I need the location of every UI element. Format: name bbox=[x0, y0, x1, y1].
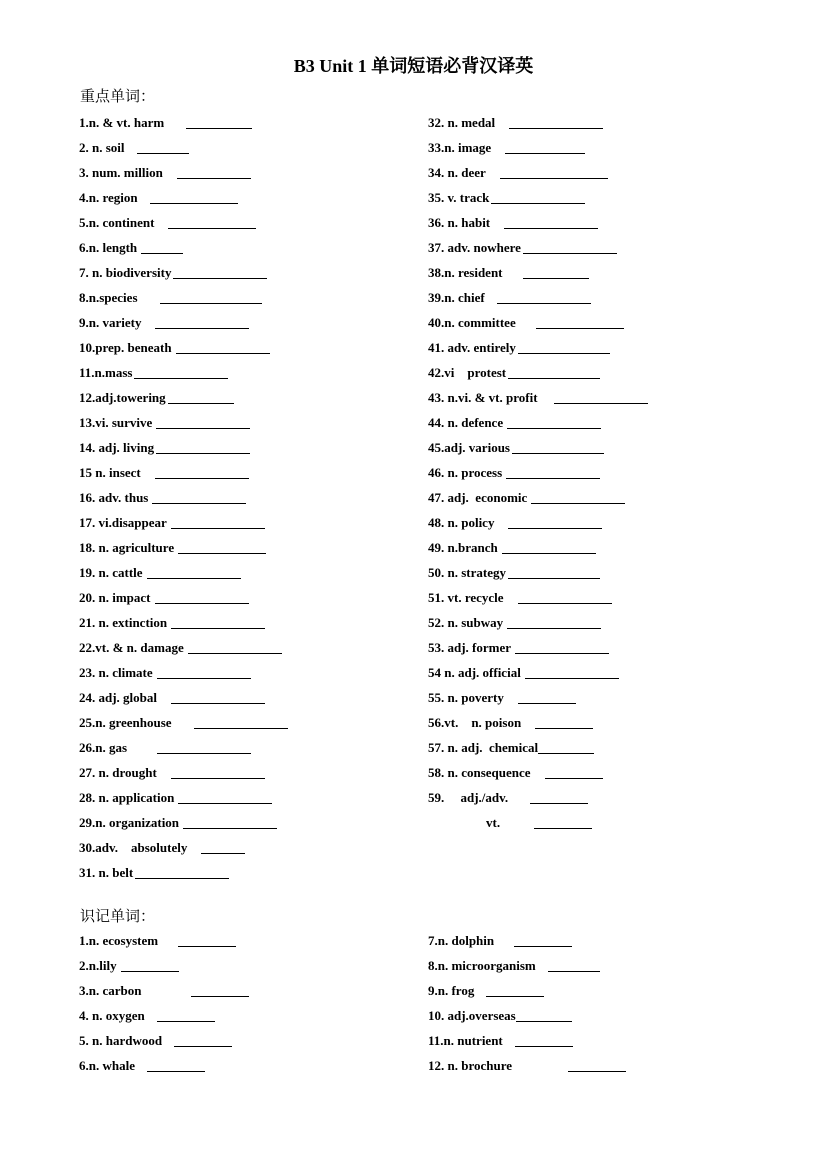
vocab-item: 30.adv. absolutely bbox=[79, 835, 288, 860]
vocab-item: 1.n. & vt. harm bbox=[79, 110, 288, 135]
answer-blank[interactable] bbox=[135, 877, 229, 879]
vocab-item: 55. n. poverty bbox=[428, 685, 648, 710]
answer-blank[interactable] bbox=[512, 452, 604, 454]
vocab-item: 25.n. greenhouse bbox=[79, 710, 288, 735]
answer-blank[interactable] bbox=[194, 727, 288, 729]
answer-blank[interactable] bbox=[147, 1070, 205, 1072]
answer-blank[interactable] bbox=[554, 402, 648, 404]
vocab-item: 18. n. agriculture bbox=[79, 535, 288, 560]
answer-blank[interactable] bbox=[516, 1020, 572, 1022]
vocab-item: 56.vt. n. poison bbox=[428, 710, 648, 735]
answer-blank[interactable] bbox=[509, 127, 603, 129]
answer-blank[interactable] bbox=[157, 677, 251, 679]
answer-blank[interactable] bbox=[507, 427, 601, 429]
vocab-item: 6.n. whale bbox=[79, 1053, 249, 1078]
vocab-item: 21. n. extinction bbox=[79, 610, 288, 635]
vocab-item: 52. n. subway bbox=[428, 610, 648, 635]
vocab-item: 8.n. microorganism bbox=[428, 953, 626, 978]
answer-blank[interactable] bbox=[168, 402, 234, 404]
vocab-item: 24. adj. global bbox=[79, 685, 288, 710]
vocab-item: 35. v. track bbox=[428, 185, 648, 210]
answer-blank[interactable] bbox=[177, 177, 251, 179]
vocab-item: 27. n. drought bbox=[79, 760, 288, 785]
vocab-item: 36. n. habit bbox=[428, 210, 648, 235]
vocab-item: 32. n. medal bbox=[428, 110, 648, 135]
vocab-item: 46. n. process bbox=[428, 460, 648, 485]
vocab-item: 13.vi. survive bbox=[79, 410, 288, 435]
vocab-item: 44. n. defence bbox=[428, 410, 648, 435]
answer-blank[interactable] bbox=[518, 602, 612, 604]
vocab-item: 5. n. hardwood bbox=[79, 1028, 249, 1053]
page-title: B3 Unit 1 单词短语必背汉译英 bbox=[293, 56, 534, 76]
answer-blank[interactable] bbox=[530, 802, 588, 804]
vocab-item: 17. vi.disappear bbox=[79, 510, 288, 535]
answer-blank[interactable] bbox=[535, 727, 593, 729]
answer-blank[interactable] bbox=[201, 852, 245, 854]
answer-blank[interactable] bbox=[538, 752, 594, 754]
answer-blank[interactable] bbox=[155, 477, 249, 479]
answer-blank[interactable] bbox=[156, 452, 250, 454]
vocab-item: 57. n. adj. chemical bbox=[428, 735, 648, 760]
answer-blank[interactable] bbox=[152, 502, 246, 504]
vocab-item: 49. n.branch bbox=[428, 535, 648, 560]
vocab-item: 10. adj.overseas bbox=[428, 1003, 626, 1028]
answer-blank[interactable] bbox=[188, 652, 282, 654]
vocab-item: vt. bbox=[428, 810, 648, 835]
answer-blank[interactable] bbox=[156, 427, 250, 429]
vocab-item: 45.adj. various bbox=[428, 435, 648, 460]
answer-blank[interactable] bbox=[134, 377, 228, 379]
vocab-item: 38.n. resident bbox=[428, 260, 648, 285]
key-words-left-column bbox=[79, 110, 288, 885]
vocab-item: 9.n. frog bbox=[428, 978, 626, 1003]
vocab-item: 39.n. chief bbox=[428, 285, 648, 310]
vocab-item: 3. num. million bbox=[79, 160, 288, 185]
answer-blank[interactable] bbox=[147, 577, 241, 579]
vocab-item: 14. adj. living bbox=[79, 435, 288, 460]
section-heading-key-words: 重点单词： bbox=[80, 89, 156, 105]
vocab-item: 15 n. insect bbox=[79, 460, 288, 485]
answer-blank[interactable] bbox=[176, 352, 270, 354]
vocab-item: 12. n. brochure bbox=[428, 1053, 626, 1078]
answer-blank[interactable] bbox=[183, 827, 277, 829]
vocab-item: 50. n. strategy bbox=[428, 560, 648, 585]
vocab-item: 10.prep. beneath bbox=[79, 335, 288, 360]
vocab-item: 42.vi protest bbox=[428, 360, 648, 385]
answer-blank[interactable] bbox=[508, 377, 600, 379]
answer-blank[interactable] bbox=[174, 1045, 232, 1047]
vocab-item: 12.adj.towering bbox=[79, 385, 288, 410]
answer-blank[interactable] bbox=[548, 970, 600, 972]
answer-blank[interactable] bbox=[507, 627, 601, 629]
vocab-item: 11.n.mass bbox=[79, 360, 288, 385]
vocab-item: 54 n. adj. official bbox=[428, 660, 648, 685]
recognition-words-right-column bbox=[428, 928, 626, 1078]
vocab-item: 37. adv. nowhere bbox=[428, 235, 648, 260]
answer-blank[interactable] bbox=[178, 945, 236, 947]
vocab-item: 43. n.vi. & vt. profit bbox=[428, 385, 648, 410]
vocab-item: 3.n. carbon bbox=[79, 978, 249, 1003]
answer-blank[interactable] bbox=[506, 477, 600, 479]
answer-blank[interactable] bbox=[505, 152, 585, 154]
answer-blank[interactable] bbox=[515, 652, 609, 654]
vocab-item: 26.n. gas bbox=[79, 735, 288, 760]
vocab-item: 58. n. consequence bbox=[428, 760, 648, 785]
vocab-item: 28. n. application bbox=[79, 785, 288, 810]
answer-blank[interactable] bbox=[545, 777, 603, 779]
vocab-item: 11.n. nutrient bbox=[428, 1028, 626, 1053]
answer-blank[interactable] bbox=[160, 302, 262, 304]
answer-blank[interactable] bbox=[171, 777, 265, 779]
vocab-item: 40.n. committee bbox=[428, 310, 648, 335]
answer-blank[interactable] bbox=[500, 177, 608, 179]
vocab-item: 19. n. cattle bbox=[79, 560, 288, 585]
answer-blank[interactable] bbox=[173, 277, 267, 279]
vocab-item: 7. n. biodiversity bbox=[79, 260, 288, 285]
answer-blank[interactable] bbox=[497, 302, 591, 304]
vocab-item: 2. n. soil bbox=[79, 135, 288, 160]
answer-blank[interactable] bbox=[168, 227, 256, 229]
vocab-item: 9.n. variety bbox=[79, 310, 288, 335]
vocab-item: 31. n. belt bbox=[79, 860, 288, 885]
answer-blank[interactable] bbox=[121, 970, 179, 972]
answer-blank[interactable] bbox=[186, 127, 252, 129]
answer-blank[interactable] bbox=[191, 995, 249, 997]
answer-blank[interactable] bbox=[502, 552, 596, 554]
answer-blank[interactable] bbox=[155, 327, 249, 329]
vocab-item: 41. adv. entirely bbox=[428, 335, 648, 360]
recognition-words-left-column bbox=[79, 928, 249, 1078]
vocab-item: 47. adj. economic bbox=[428, 485, 648, 510]
answer-blank[interactable] bbox=[150, 202, 238, 204]
vocab-item: 53. adj. former bbox=[428, 635, 648, 660]
vocab-item: 33.n. image bbox=[428, 135, 648, 160]
key-words-right-column bbox=[428, 110, 648, 835]
answer-blank[interactable] bbox=[568, 1070, 626, 1072]
answer-blank[interactable] bbox=[525, 677, 619, 679]
answer-blank[interactable] bbox=[486, 995, 544, 997]
answer-blank[interactable] bbox=[141, 252, 183, 254]
answer-blank[interactable] bbox=[155, 602, 249, 604]
answer-blank[interactable] bbox=[536, 327, 624, 329]
answer-blank[interactable] bbox=[157, 752, 251, 754]
vocab-item: 16. adv. thus bbox=[79, 485, 288, 510]
vocab-item: 34. n. deer bbox=[428, 160, 648, 185]
vocab-item: 4.n. region bbox=[79, 185, 288, 210]
answer-blank[interactable] bbox=[518, 352, 610, 354]
answer-blank[interactable] bbox=[508, 577, 600, 579]
vocab-item: 1.n. ecosystem bbox=[79, 928, 249, 953]
vocab-item: 5.n. continent bbox=[79, 210, 288, 235]
section-heading-recognition-words: 识记单词： bbox=[80, 909, 156, 925]
vocab-item: 59. adj./adv. bbox=[428, 785, 648, 810]
vocab-item: 51. vt. recycle bbox=[428, 585, 648, 610]
answer-blank[interactable] bbox=[523, 252, 617, 254]
vocab-item: 8.n.species bbox=[79, 285, 288, 310]
vocab-item: 7.n. dolphin bbox=[428, 928, 626, 953]
vocab-item: 22.vt. & n. damage bbox=[79, 635, 288, 660]
vocab-item: 48. n. policy bbox=[428, 510, 648, 535]
vocab-item: 4. n. oxygen bbox=[79, 1003, 249, 1028]
answer-blank[interactable] bbox=[514, 945, 572, 947]
vocab-item: 6.n. length bbox=[79, 235, 288, 260]
answer-blank[interactable] bbox=[534, 827, 592, 829]
answer-blank[interactable] bbox=[518, 702, 576, 704]
answer-blank[interactable] bbox=[531, 502, 625, 504]
answer-blank[interactable] bbox=[508, 527, 602, 529]
vocab-item: 23. n. climate bbox=[79, 660, 288, 685]
answer-blank[interactable] bbox=[157, 1020, 215, 1022]
vocab-item: 20. n. impact bbox=[79, 585, 288, 610]
answer-blank[interactable] bbox=[178, 802, 272, 804]
vocab-item: 29.n. organization bbox=[79, 810, 288, 835]
answer-blank[interactable] bbox=[171, 627, 265, 629]
vocab-item: 2.n.lily bbox=[79, 953, 249, 978]
answer-blank[interactable] bbox=[137, 152, 189, 154]
answer-blank[interactable] bbox=[178, 552, 266, 554]
answer-blank[interactable] bbox=[523, 277, 589, 279]
answer-blank[interactable] bbox=[171, 702, 265, 704]
answer-blank[interactable] bbox=[504, 227, 598, 229]
answer-blank[interactable] bbox=[491, 202, 585, 204]
answer-blank[interactable] bbox=[515, 1045, 573, 1047]
answer-blank[interactable] bbox=[171, 527, 265, 529]
